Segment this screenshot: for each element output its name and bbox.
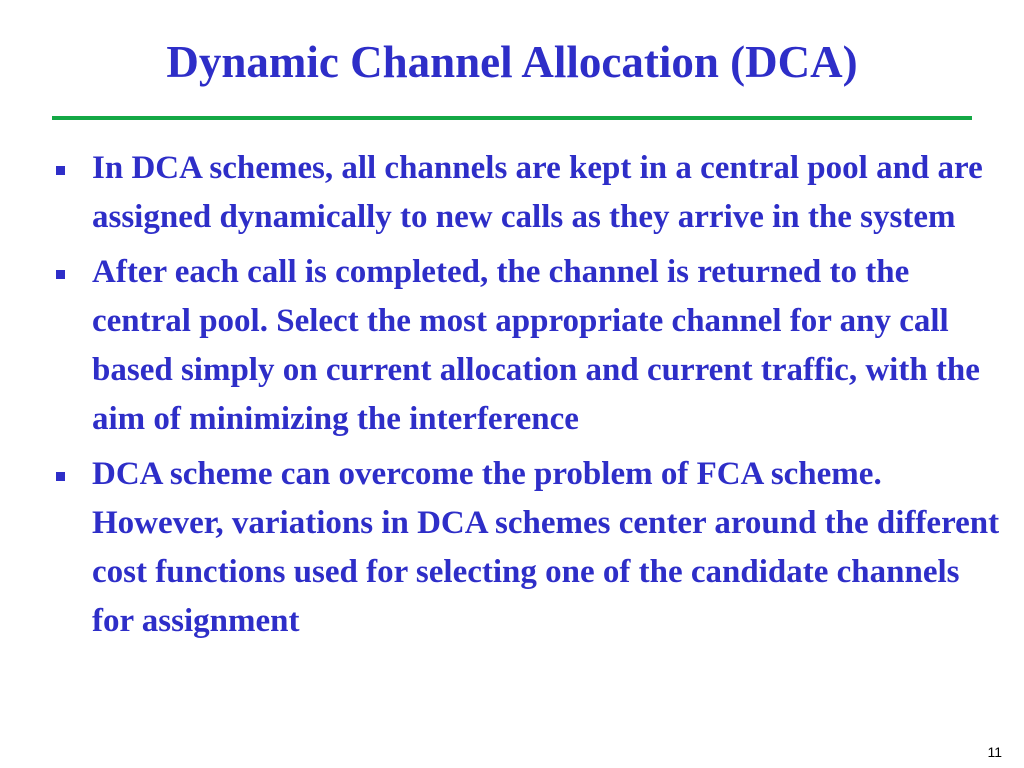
square-bullet-icon [56,166,65,175]
bullet-item [0,450,1002,646]
bullet-item [0,248,1002,444]
slide-title: Dynamic Channel Allocation (DCA) [166,37,858,87]
bullet-text: DCA scheme can overcome the problem of FCA scheme. However, variations in DCA schemes center around the different cost functions used for selecting one of the candidate channels for assignment [92,456,1000,639]
title-divider [52,116,972,120]
bullet-text: In DCA schemes, all channels are kept in a central pool and are assigned dynamically to new calls as they arrive in the system [92,150,983,235]
square-bullet-icon [56,270,65,279]
bullet-item [0,144,1002,242]
bullet-text: After each call is completed, the channel is returned to the central pool. Select the most appropriate channel for any call based simply on current allocation and current traffic, with the aim of minimizing the interference [92,254,980,437]
square-bullet-icon [56,472,65,481]
slide-number: 11 [987,744,1002,760]
bullet-list [0,144,1024,652]
